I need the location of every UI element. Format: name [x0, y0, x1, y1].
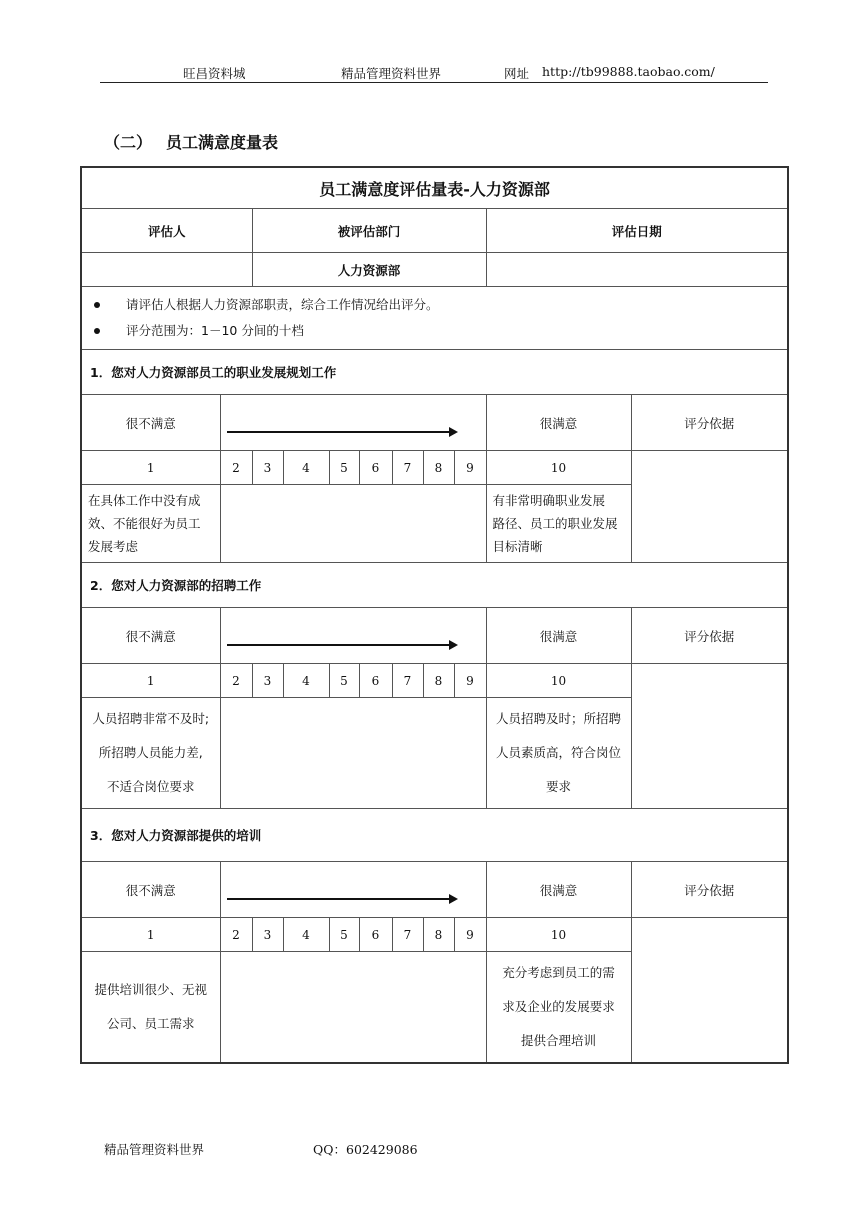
score-5[interactable]: 5: [329, 664, 359, 698]
score-3[interactable]: 3: [252, 451, 283, 485]
department-value: 人力资源部: [252, 253, 486, 287]
basis-input[interactable]: [631, 918, 788, 1064]
desc-line: 效、不能很好为员工: [88, 516, 201, 531]
desc-line: 人员招聘非常不及时;: [92, 711, 210, 726]
score-5[interactable]: 5: [329, 918, 359, 952]
arrow-right-icon: [227, 898, 450, 900]
section-title: [104, 130, 278, 153]
basis-input[interactable]: [631, 664, 788, 809]
score-10[interactable]: 10: [486, 918, 631, 952]
question-2-title: 2．您对人力资源部的招聘工作: [81, 563, 788, 608]
section-number: （二）: [104, 133, 153, 152]
desc-line: 提供培训很少、无视: [94, 982, 207, 997]
page-footer: [104, 1140, 418, 1158]
score-9[interactable]: 9: [454, 918, 486, 952]
desc-line: 要求: [545, 779, 571, 794]
score-6[interactable]: 6: [359, 451, 392, 485]
blank-cell: [220, 485, 486, 563]
score-1[interactable]: 1: [81, 918, 220, 952]
arrow-right-icon: [227, 431, 450, 433]
score-7[interactable]: 7: [392, 451, 423, 485]
label-high: 很满意: [486, 862, 631, 918]
table-title: 员工满意度评估量表-人力资源部: [81, 167, 788, 209]
evaluator-value[interactable]: [81, 253, 252, 287]
score-5[interactable]: 5: [329, 451, 359, 485]
label-high: 很满意: [486, 395, 631, 451]
label-low: 很不满意: [81, 608, 220, 664]
blank-cell: [220, 952, 486, 1064]
score-9[interactable]: 9: [454, 664, 486, 698]
section-title-text: 员工满意度量表: [166, 133, 279, 152]
question-3-title: 3．您对人力资源部提供的培训: [81, 809, 788, 862]
header-url: http://tb99888.taobao.com/: [542, 64, 715, 79]
score-7[interactable]: 7: [392, 918, 423, 952]
score-8[interactable]: 8: [423, 451, 454, 485]
scale-arrow: [220, 862, 486, 918]
desc-line: 路径、员工的职业发展: [492, 516, 618, 531]
scale-arrow: [220, 608, 486, 664]
score-2[interactable]: 2: [220, 664, 252, 698]
score-4[interactable]: 4: [283, 918, 329, 952]
satisfaction-table: [80, 166, 789, 1064]
desc-line: 人员素质高，符合岗位: [495, 745, 621, 760]
score-4[interactable]: 4: [283, 664, 329, 698]
label-basis: 评分依据: [631, 608, 788, 664]
desc-line: 充分考虑到员工的需: [502, 965, 615, 980]
footer-left: 精品管理资料世界: [104, 1142, 205, 1157]
score-7[interactable]: 7: [392, 664, 423, 698]
score-8[interactable]: 8: [423, 664, 454, 698]
desc-line: 求及企业的发展要求: [502, 999, 615, 1014]
label-low: 很不满意: [81, 862, 220, 918]
score-3[interactable]: 3: [252, 664, 283, 698]
footer-qq: QQ：602429086: [313, 1142, 418, 1157]
header-left: 旺昌资料城: [183, 66, 246, 81]
low-description: [81, 698, 220, 809]
header-url-label: 网址: [504, 66, 530, 81]
desc-line: 目标清晰: [492, 539, 543, 554]
label-basis: 评分依据: [631, 862, 788, 918]
score-1[interactable]: 1: [81, 451, 220, 485]
score-9[interactable]: 9: [454, 451, 486, 485]
high-description: [486, 952, 631, 1064]
label-low: 很不满意: [81, 395, 220, 451]
note-item: 评分范围为：1－10 分间的十档: [90, 318, 787, 344]
score-8[interactable]: 8: [423, 918, 454, 952]
desc-line: 不适合岗位要求: [106, 779, 195, 794]
label-basis: 评分依据: [631, 395, 788, 451]
notes: [81, 287, 788, 350]
label-high: 很满意: [486, 608, 631, 664]
high-description: [486, 485, 631, 563]
blank-cell: [220, 698, 486, 809]
arrow-right-icon: [227, 644, 450, 646]
scale-arrow: [220, 395, 486, 451]
question-1-title: 1．您对人力资源部员工的职业发展规划工作: [81, 350, 788, 395]
low-description: [81, 485, 220, 563]
score-10[interactable]: 10: [486, 664, 631, 698]
score-6[interactable]: 6: [359, 664, 392, 698]
low-description: [81, 952, 220, 1064]
desc-line: 所招聘人员能力差,: [98, 745, 203, 760]
score-6[interactable]: 6: [359, 918, 392, 952]
desc-line: 提供合理培训: [520, 1033, 596, 1048]
col-department: 被评估部门: [252, 209, 486, 253]
score-4[interactable]: 4: [283, 451, 329, 485]
score-2[interactable]: 2: [220, 451, 252, 485]
high-description: [486, 698, 631, 809]
desc-line: 有非常明确职业发展: [492, 493, 606, 508]
basis-input[interactable]: [631, 451, 788, 563]
desc-line: 发展考虑: [88, 539, 139, 554]
score-10[interactable]: 10: [486, 451, 631, 485]
header-center: 精品管理资料世界: [341, 66, 442, 81]
desc-line: 公司、员工需求: [106, 1016, 195, 1031]
col-date: 评估日期: [486, 209, 788, 253]
note-item: 请评估人根据人力资源部职责，综合工作情况给出评分。: [90, 292, 787, 318]
desc-line: 人员招聘及时；所招聘: [495, 711, 621, 726]
desc-line: 在具体工作中没有成: [88, 493, 201, 508]
page-header: [100, 62, 768, 83]
score-2[interactable]: 2: [220, 918, 252, 952]
date-value[interactable]: [486, 253, 788, 287]
score-1[interactable]: 1: [81, 664, 220, 698]
score-3[interactable]: 3: [252, 918, 283, 952]
col-evaluator: 评估人: [81, 209, 252, 253]
